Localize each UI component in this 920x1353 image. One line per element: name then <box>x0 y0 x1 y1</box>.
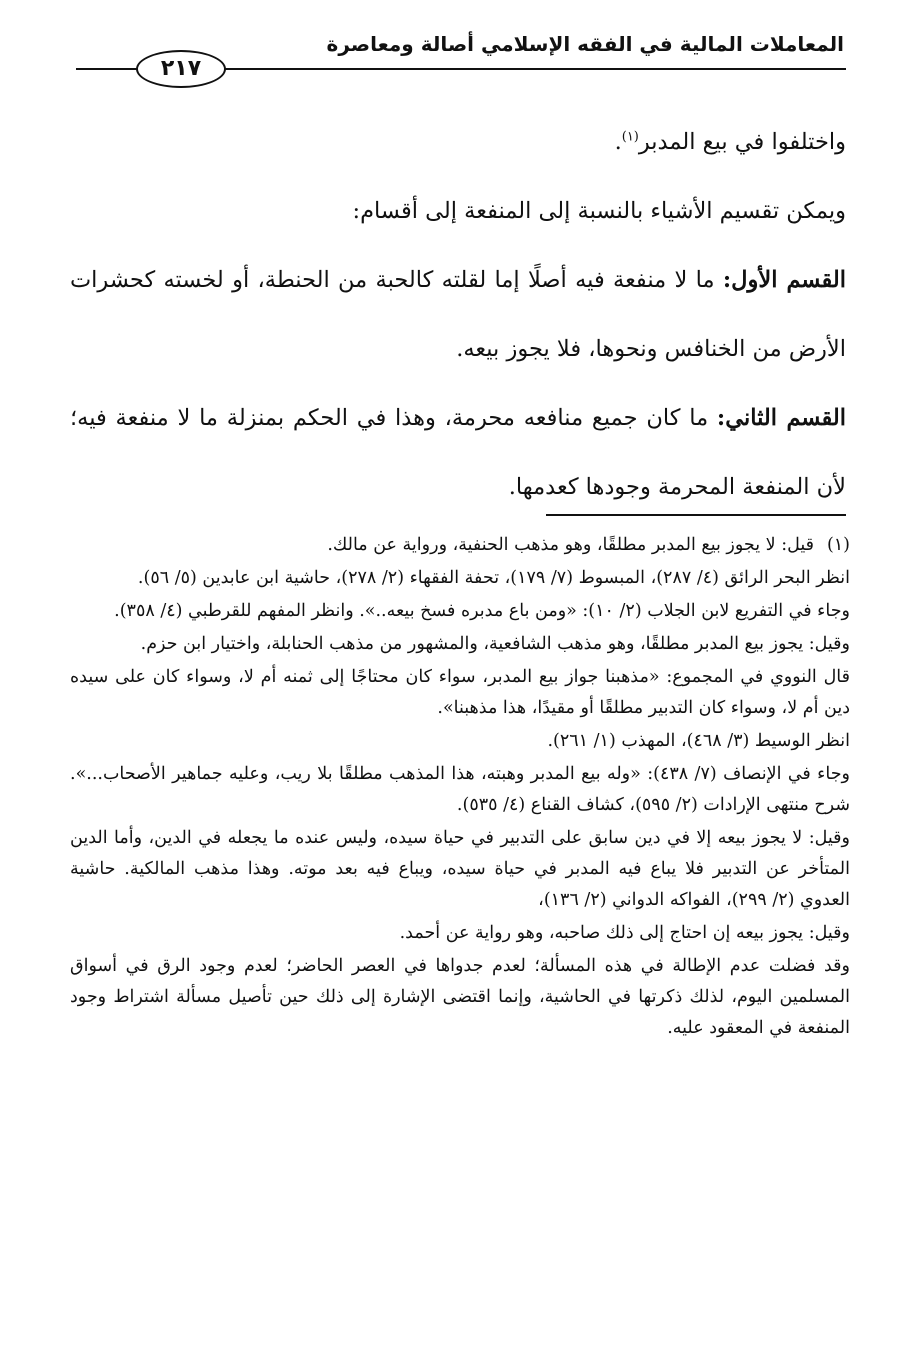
footnote-line: انظر الوسيط (٣/ ٤٦٨)، المهذب (١/ ٢٦١). <box>547 731 850 751</box>
paragraph-4 <box>70 384 846 522</box>
section-2-heading: القسم الثاني: <box>716 405 846 431</box>
footnote-line: وقيل: يجوز بيعه إن احتاج إلى ذلك صاحبه، وهو رواية عن أحمد. <box>399 923 850 943</box>
section-2-text: ما كان جميع منافعه محرمة، وهذا في الحكم بمنزلة ما لا منفعة فيه؛ لأن المنفعة المحرمة وجودها كعدمها. <box>70 405 846 500</box>
footnote-line: انظر البحر الرائق (٤/ ٢٨٧)، المبسوط (٧/ ١٧٩)، تحفة الفقهاء (٢/ ٢٧٨)، حاشية ابن عابدين (٥/ ٥٦). <box>137 568 850 588</box>
paragraph-2: ويمكن تقسيم الأشياء بالنسبة إلى المنفعة إلى أقسام: <box>352 198 846 224</box>
footnote-line: وقد فضلت عدم الإطالة في هذه المسألة؛ لعدم جدواها في العصر الحاضر؛ لعدم وجود الرق في أسواق المسلمين اليوم، لذلك ذكرتها في الحاشية، وإنما اقتضى الإشارة إلى ذلك حين تأصيل مسألة اشتراط وجود المنفعة في المعقود عليه. <box>70 956 850 1038</box>
footnote-line <box>70 530 850 561</box>
footnote-reference: (١) <box>621 129 639 145</box>
page-number: ٢١٧ <box>136 50 226 88</box>
section-1-heading: القسم الأول: <box>722 267 846 293</box>
paragraph-1 <box>70 108 846 177</box>
footnote-line: وجاء في الإنصاف (٧/ ٤٣٨): «وله بيع المدبر وهبته، هذا المذهب مطلقًا بلا ريب، وعليه جماهير الأصحاب...». شرح منتهى الإرادات (٢/ ٥٩٥)، كشاف القناع (٤/ ٥٣٥). <box>70 764 850 815</box>
footnote-line: وقيل: لا يجوز بيعه إلا في دين سابق على التدبير في حياة سيده، وليس عنده ما يجعله في الدين، وأما الدين المتأخر عن التدبير فلا يباع فيه المدبر في حياة سيده، ويباع فيه بعد موته. وهذا مذهب المالكية. حاشية العدوي (٢/ ٢٩٩)، الفواكه الدواني (٢/ ١٣٦)، <box>70 828 850 910</box>
paragraph-1-end: . <box>614 129 622 155</box>
footnote-line: وجاء في التفريع لابن الجلاب (٢/ ١٠): «ومن باع مدبره فسخ بيعه..». وانظر المفهم للقرطبي (٤/ ٣٥٨). <box>114 601 850 621</box>
main-text <box>70 108 846 522</box>
footnote-line-text: قيل: لا يجوز بيع المدبر مطلقًا، وهو مذهب الحنفية، ورواية عن مالك. <box>327 535 814 555</box>
running-head: المعاملات المالية في الفقه الإسلامي أصالة ومعاصرة <box>326 32 844 56</box>
footnotes <box>70 530 850 1046</box>
paragraph-1-text: واختلفوا في بيع المدبر <box>638 129 846 155</box>
section-1-text: ما لا منفعة فيه أصلًا إما لقلته كالحبة من الحنطة، أو لخسته كحشرات الأرض من الخنافس ونحوها، فلا يجوز بيعه. <box>70 267 846 362</box>
paragraph-3 <box>70 246 846 384</box>
footnote-separator <box>546 514 846 516</box>
footnote-line: وقيل: يجوز بيع المدبر مطلقًا، وهو مذهب الشافعية، والمشهور من مذهب الحنابلة، واختيار ابن حزم. <box>140 634 850 654</box>
footnote-line: قال النووي في المجموع: «مذهبنا جواز بيع المدبر، سواء كان محتاجًا إلى ثمنه أم لا، وسواء كان على سيده دين أم لا، وسواء كان التدبير مطلقًا أو مقيدًا، هذا مذهبنا». <box>70 667 850 718</box>
footnote-marker: (١) <box>826 535 850 555</box>
